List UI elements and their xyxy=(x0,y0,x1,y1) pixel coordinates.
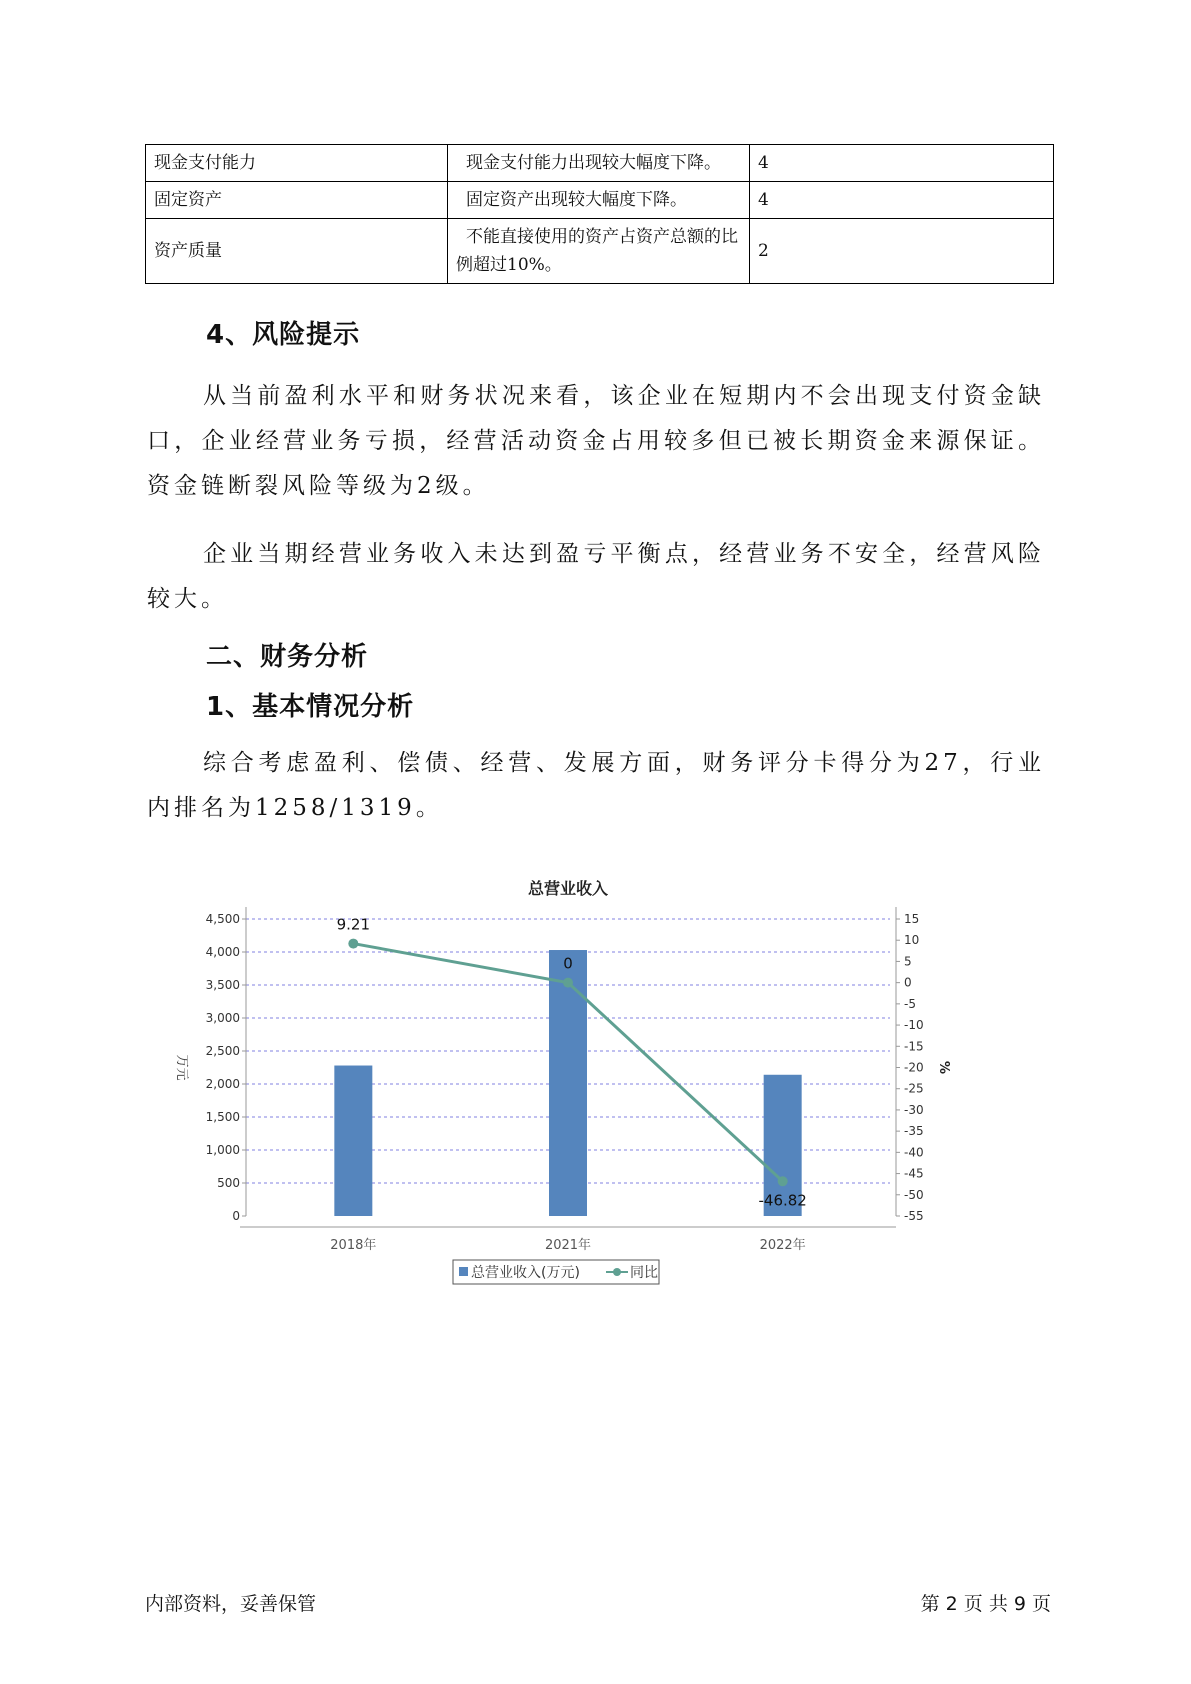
risk-heading: 4、风险提示 xyxy=(206,320,361,350)
y2-tick-label: -25 xyxy=(904,1081,924,1096)
finance-heading: 二、财务分析 xyxy=(206,642,369,672)
y2-tick-label: 15 xyxy=(904,912,920,926)
y-tick-label: 1,000 xyxy=(205,1143,240,1157)
y2-tick-label: -55 xyxy=(904,1209,924,1223)
y2-tick-label: -40 xyxy=(904,1145,924,1160)
x-tick-label: 2022年 xyxy=(759,1238,806,1253)
yoy-point xyxy=(563,978,573,988)
footer-confidential: 内部资料，妥善保管 xyxy=(145,1593,317,1615)
yoy-point xyxy=(348,939,358,949)
y-tick-label: 3,000 xyxy=(205,1011,240,1025)
legend-bar-swatch xyxy=(459,1267,468,1276)
x-tick-label: 2021年 xyxy=(544,1238,592,1253)
basic-analysis-heading: 1、基本情况分析 xyxy=(206,692,415,722)
risk-paragraph-2: 企业当期经营业务收入未达到盈亏平衡点，经营业务不安全，经营风险较大。 xyxy=(147,541,1045,612)
bar xyxy=(549,950,587,1216)
risk-table xyxy=(145,144,1054,284)
yoy-data-label: -46.82 xyxy=(758,1191,807,1210)
y2-tick-label: -50 xyxy=(904,1187,924,1202)
y2-tick-label: -5 xyxy=(904,996,916,1011)
page-number: 第 2 页 共 9 页 xyxy=(920,1593,1051,1615)
y-tick-label: 4,500 xyxy=(205,912,240,926)
y-axis-label: 万元 xyxy=(174,1054,189,1081)
y2-tick-label: -15 xyxy=(904,1039,924,1054)
y2-tick-label: -30 xyxy=(904,1102,924,1117)
y-tick-label: 2,000 xyxy=(205,1077,240,1091)
legend-line-marker xyxy=(613,1268,621,1276)
legend-line-label: 同比 xyxy=(630,1265,658,1281)
y2-tick-label: -10 xyxy=(904,1018,924,1033)
item-cell: 固定资产 xyxy=(146,182,448,219)
y2-tick-label: -45 xyxy=(904,1166,924,1181)
yoy-data-label: 9.21 xyxy=(336,915,371,934)
y2-tick-label: 0 xyxy=(904,975,912,990)
table-row xyxy=(146,145,1054,182)
x-tick-label: 2018年 xyxy=(330,1238,377,1253)
item-cell: 现金支付能力 xyxy=(146,145,448,182)
score-cell: 4 xyxy=(750,182,1054,219)
table-row xyxy=(146,219,1054,284)
y-tick-label: 2,500 xyxy=(205,1044,240,1058)
score-cell: 2 xyxy=(750,219,1054,284)
y2-tick-label: 5 xyxy=(904,954,912,969)
y2-tick-label: 10 xyxy=(904,933,920,948)
yoy-point xyxy=(778,1176,788,1186)
y-tick-label: 1,500 xyxy=(205,1110,240,1124)
yoy-data-label: 0 xyxy=(563,954,573,973)
y-tick-label: 500 xyxy=(217,1176,240,1190)
y2-tick-label: -35 xyxy=(904,1124,924,1139)
risk-paragraph-1: 从当前盈利水平和财务状况来看，该企业在短期内不会出现支付资金缺口，企业经营业务亏损，经营活动资金占用较多但已被长期资金来源保证。资金链断裂风险等级为2级。 xyxy=(147,383,1045,499)
revenue-chart-svg xyxy=(170,860,1020,1320)
item-cell: 资产质量 xyxy=(146,219,448,284)
y-tick-label: 3,500 xyxy=(205,978,240,992)
desc-cell: 现金支付能力出现较大幅度下降。 xyxy=(448,145,750,182)
y-tick-label: 4,000 xyxy=(205,945,240,959)
y-tick-label: 0 xyxy=(232,1209,240,1223)
chart-title: 总营业收入 xyxy=(527,879,609,898)
table-row xyxy=(146,182,1054,219)
bar xyxy=(334,1066,372,1216)
desc-cell: 不能直接使用的资产占资产总额的比例超过10%。 xyxy=(448,219,750,284)
legend-bar-label: 总营业收入(万元) xyxy=(471,1265,580,1281)
y2-tick-label: -20 xyxy=(904,1060,924,1075)
y2-axis-label: % xyxy=(936,1060,951,1075)
basic-analysis-paragraph: 综合考虑盈利、偿债、经营、发展方面，财务评分卡得分为27，行业内排名为1258/1319。 xyxy=(147,750,1045,821)
revenue-chart xyxy=(170,860,1020,1320)
score-cell: 4 xyxy=(750,145,1054,182)
desc-cell: 固定资产出现较大幅度下降。 xyxy=(448,182,750,219)
